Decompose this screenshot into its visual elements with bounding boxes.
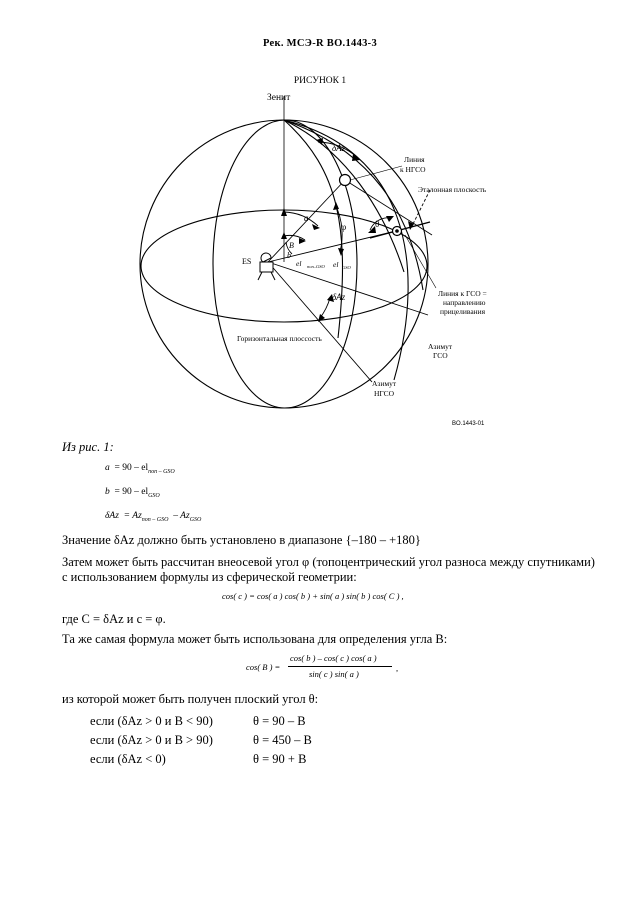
page-header: Рек. МСЭ-R BO.1443-3 — [262, 38, 378, 49]
offaxis-text-2: с использованием формулы из сферической геометрии: — [62, 570, 357, 584]
case-1-result: θ = 90 – B — [253, 714, 306, 728]
gso-pointer — [405, 235, 436, 288]
ngso-azimuth-label-2: НГСО — [374, 389, 395, 398]
ref-plane-label: Эталонная плоскость — [418, 185, 487, 194]
figure-code: BO.1443-01 — [452, 421, 485, 427]
el-gso-label: el — [333, 260, 339, 269]
plane-angle-text: из которой может быть получен плоский угол θ: — [62, 692, 319, 706]
figure-title: РИСУНОК 1 — [293, 76, 347, 86]
offaxis-text-1: Затем может быть рассчитан внеосевой угол φ (топоцентрический угол разноса между спутниками) — [62, 555, 595, 569]
angle-b-label: b — [287, 251, 291, 260]
gso-line-label-1: Линия к ГСО = — [438, 289, 487, 298]
ngso-line-label-2: к НГСО — [400, 165, 426, 174]
case-2-condition: если (δAz > 0 и B > 90) — [90, 733, 213, 747]
gso-line-label-3: прицеливания — [440, 307, 486, 316]
daz-mid-label: δAz — [332, 292, 346, 302]
angle-B-label: B — [289, 241, 294, 250]
ngso-line-label-1: Линия — [404, 155, 425, 164]
cos-B-lhs: cos( B ) = — [246, 662, 281, 672]
where-text: где C = δAz и c = φ. — [62, 612, 166, 626]
from-figure-label: Из рис. 1: — [62, 440, 114, 454]
gso-meridian-arc — [284, 120, 423, 290]
cos-c-formula: cos( c ) = cos( a ) cos( b ) + sin( a ) sin( b ) cos( C ) , — [222, 591, 404, 601]
ngso-satellite-icon — [340, 175, 351, 186]
cos-B-denominator: sin( c ) sin( a ) — [309, 669, 359, 679]
same-formula-text: Та же самая формула может быть использована для определения угла B: — [62, 632, 448, 646]
angle-theta-label: θ — [375, 219, 380, 229]
range-text: Значение δAz должно быть установлено в диапазоне {–180 – +180} — [62, 533, 421, 547]
equation-daz: $\delta Az = Az_{non - GSO} - Az_{GSO}$ — [105, 511, 202, 523]
angle-phi-label: φ — [341, 222, 347, 232]
es-label: ES — [242, 257, 252, 266]
equation-a: $a = 90 - el_{non - GSO}$ — [105, 463, 175, 475]
zenith-label: Зенит — [267, 93, 291, 103]
gso-azimuth-label-2: ГСО — [433, 351, 448, 360]
fraction-bar — [288, 666, 392, 667]
cos-B-tail: , — [396, 663, 399, 673]
celestial-sphere-diagram — [0, 0, 640, 440]
gso-line-label-2: направлению — [443, 298, 486, 307]
case-3-result: θ = 90 + B — [253, 752, 307, 766]
el-ngso-sub: non–GSO — [307, 264, 325, 269]
case-2-result: θ = 450 – B — [253, 733, 312, 747]
case-3-condition: если (δAz < 0) — [90, 752, 166, 766]
gso-azimuth-label-1: Азимут — [428, 342, 453, 351]
cos-B-numerator: cos( b ) – cos( c ) cos( a ) — [290, 653, 377, 663]
el-gso-sub: GSO — [342, 265, 351, 270]
el-ngso-label: el — [296, 259, 302, 268]
equation-b: $b = 90 - el_{GSO}$ — [105, 487, 160, 499]
daz-top-label: δAz — [332, 143, 346, 153]
case-1-condition: если (δAz > 0 и B < 90) — [90, 714, 213, 728]
angle-daz-mid-arc — [320, 298, 330, 318]
ngso-azimuth-label-1: Азимут — [372, 379, 397, 388]
angle-a-label: a — [304, 213, 309, 223]
horizontal-plane-label: Горизонтальная плосcость — [237, 334, 322, 343]
